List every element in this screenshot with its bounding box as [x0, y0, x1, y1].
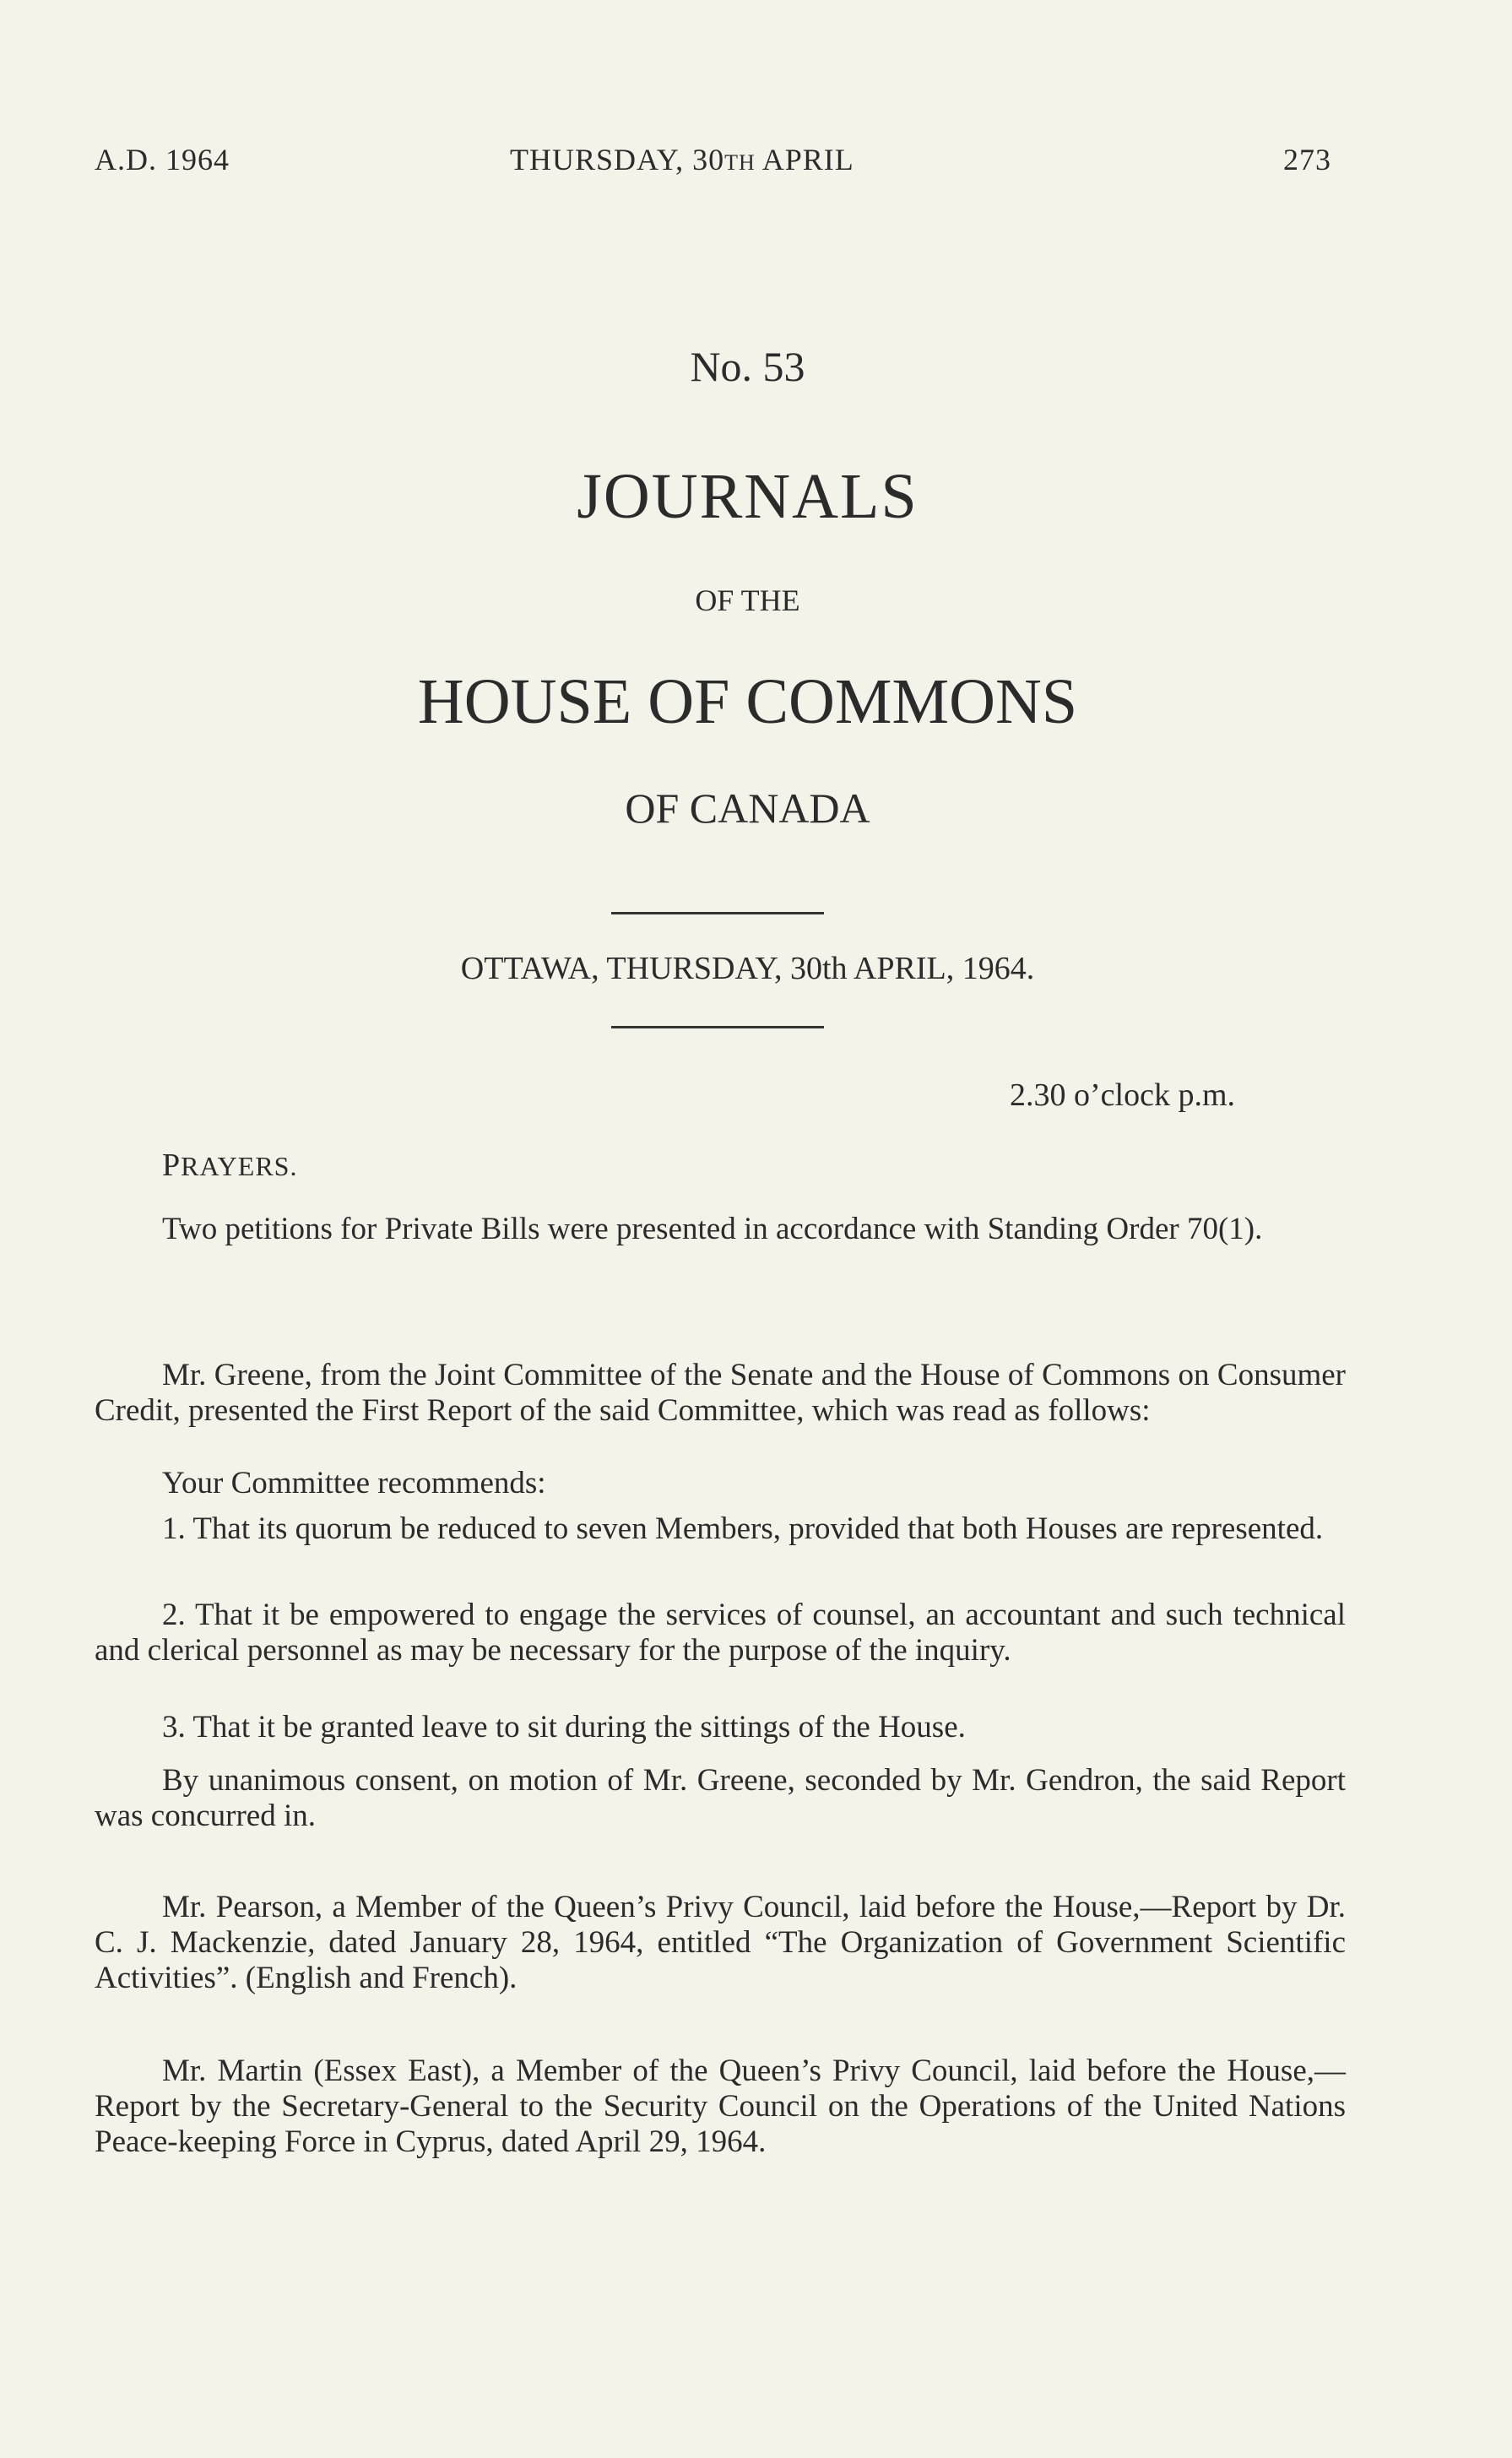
page-number: 273 — [1283, 143, 1331, 176]
paragraph-pearson — [95, 1890, 1346, 1996]
prayers-heading — [162, 1147, 297, 1184]
paragraph-text: Mr. Martin (Essex East), a Member of the Queen’s Privy Council, laid before the House,—Report by the Secretary-General to the Security Council on the Operations of the United Nations Peace-keeping Force in Cyprus, dated April 29, 1964. — [95, 2054, 1346, 2159]
running-header-date-prefix: THURSDAY, 30 — [510, 143, 725, 176]
issue-number: No. 53 — [690, 343, 805, 390]
prayers-rest: RAYERS. — [181, 1151, 298, 1181]
paragraph-recommends — [95, 1466, 1346, 1501]
running-header-date — [510, 142, 854, 177]
sitting-time: 2.30 o’clock p.m. — [1010, 1077, 1236, 1113]
paragraph-text: Your Committee recommends: — [162, 1466, 546, 1500]
paragraph-text: By unanimous consent, on motion of Mr. Greene, seconded by Mr. Gendron, the said Report was concurred in. — [95, 1763, 1346, 1833]
divider-bottom — [611, 1026, 824, 1028]
paragraph-text: 2. That it be empowered to engage the services of counsel, an accountant and such technical and clerical personnel as may be necessary for the purpose of the inquiry. — [95, 1598, 1346, 1668]
prayers-initial: P — [162, 1148, 182, 1183]
paragraph-martin — [95, 2054, 1346, 2160]
paragraph-greene-report — [95, 1358, 1346, 1429]
paragraph-item-2 — [95, 1598, 1346, 1669]
paragraph-text: Mr. Pearson, a Member of the Queen’s Privy Council, laid before the House,—Report by Dr. C. J. Mackenzie, dated January 28, 1964, entitled “The Organization of Government Scientific Activities”. (English and French). — [95, 1890, 1346, 1995]
title-of-the: OF THE — [695, 583, 800, 617]
paragraph-petitions — [95, 1212, 1346, 1247]
paragraph-text: 3. That it be granted leave to sit during the sittings of the House. — [162, 1710, 966, 1744]
running-header-date-ordinal: TH — [724, 150, 756, 175]
title-of-canada: OF CANADA — [625, 784, 870, 832]
paragraph-text: Two petitions for Private Bills were presented in accordance with Standing Order 70(1). — [162, 1212, 1263, 1246]
paragraph-text: Mr. Greene, from the Joint Committee of the Senate and the House of Commons on Consumer Credit, presented the First Report of the said Committee, which was read as follows: — [95, 1358, 1346, 1428]
paragraph-item-1 — [95, 1511, 1346, 1547]
dateline: OTTAWA, THURSDAY, 30th APRIL, 1964. — [460, 951, 1035, 986]
running-header-year: A.D. 1964 — [95, 143, 230, 176]
paragraph-concurred — [95, 1763, 1346, 1834]
divider-top — [611, 912, 824, 914]
paragraph-text: 1. That its quorum be reduced to seven Members, provided that both Houses are represented. — [162, 1511, 1324, 1546]
running-header-date-suffix: APRIL — [755, 143, 854, 176]
title-journals: JOURNALS — [577, 461, 919, 532]
paragraph-item-3 — [95, 1710, 1346, 1745]
title-house-of-commons: HOUSE OF COMMONS — [417, 666, 1078, 737]
